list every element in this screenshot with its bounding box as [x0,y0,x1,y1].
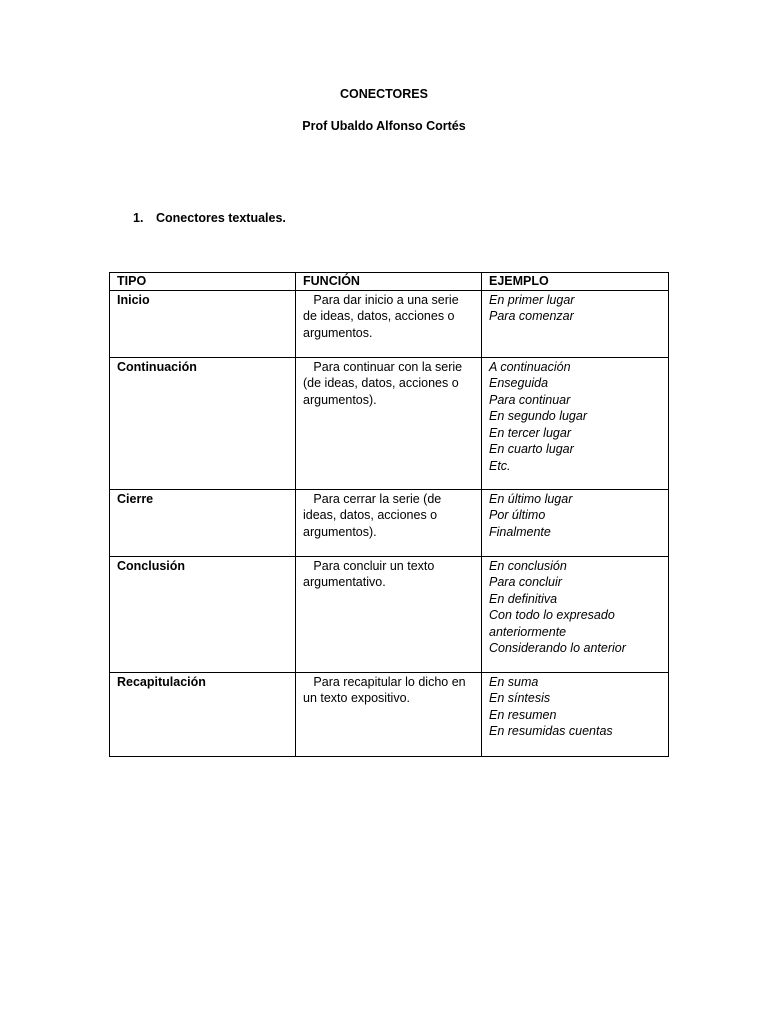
ejemplo-item: En síntesis [489,691,551,705]
ejemplo-item: Enseguida [489,376,549,390]
ejemplo-cell [482,357,669,489]
section-heading [133,211,286,225]
ejemplo-item: En tercer lugar [489,425,571,440]
funcion-text: Para continuar con la serie (de ideas, datos, acciones o argumentos). [303,359,463,407]
document-title: CONECTORES [340,87,428,101]
ejemplo-item: En suma [489,674,539,689]
document-author: Prof Ubaldo Alfonso Cortés [302,119,466,133]
funcion-text: Para cerrar la serie (de ideas, datos, acciones o argumentos). [303,491,442,539]
ejemplo-item: En segundo lugar [489,409,587,423]
tipo-cell: Cierre [110,489,296,556]
table-row [110,556,669,672]
table-row [110,672,669,756]
ejemplo-item: En primer lugar [489,292,575,307]
section-heading-text: Conectores textuales. [156,211,286,225]
tipo-cell: Conclusión [110,556,296,672]
tipo-cell: Continuación [110,357,296,489]
ejemplo-item: Para concluir [489,575,562,589]
ejemplo-item: En resumen [489,707,557,722]
table-row [110,357,669,489]
funcion-cell [296,357,482,489]
ejemplo-item: Finalmente [489,524,551,539]
funcion-cell [296,672,482,756]
tipo-cell: Inicio [110,290,296,357]
table-header-row [110,273,669,291]
ejemplo-item: En definitiva [489,591,558,606]
ejemplo-item: En conclusión [489,558,567,573]
ejemplo-cell [482,556,669,672]
ejemplo-cell [482,489,669,556]
ejemplo-item: En resumidas cuentas [489,724,613,738]
funcion-cell [296,556,482,672]
ejemplo-item: Para comenzar [489,309,574,323]
ejemplo-item: Considerando lo anterior [489,641,626,655]
section-number: 1. [133,211,144,225]
ejemplo-item: En cuarto lugar [489,442,574,456]
funcion-text: Para concluir un texto argumentativo. [303,558,435,589]
tipo-cell: Recapitulación [110,672,296,756]
ejemplo-item: En último lugar [489,491,573,506]
ejemplo-item: Por último [489,508,546,522]
header-funcion: FUNCIÓN [296,273,482,291]
connectors-table [109,272,669,757]
header-ejemplo: EJEMPLO [482,273,669,291]
funcion-cell [296,489,482,556]
table-row [110,489,669,556]
funcion-cell [296,290,482,357]
ejemplo-item: Con todo lo expresado anteriormente [489,608,615,639]
header-tipo: TIPO [110,273,296,291]
ejemplo-cell [482,290,669,357]
ejemplo-cell [482,672,669,756]
ejemplo-item: Para continuar [489,392,571,407]
funcion-text: Para dar inicio a una serie de ideas, datos, acciones o argumentos. [303,292,459,340]
table-row [110,290,669,357]
funcion-text: Para recapitular lo dicho en un texto expositivo. [303,674,466,705]
ejemplo-item: Etc. [489,458,511,473]
ejemplo-item: A continuación [489,359,571,374]
